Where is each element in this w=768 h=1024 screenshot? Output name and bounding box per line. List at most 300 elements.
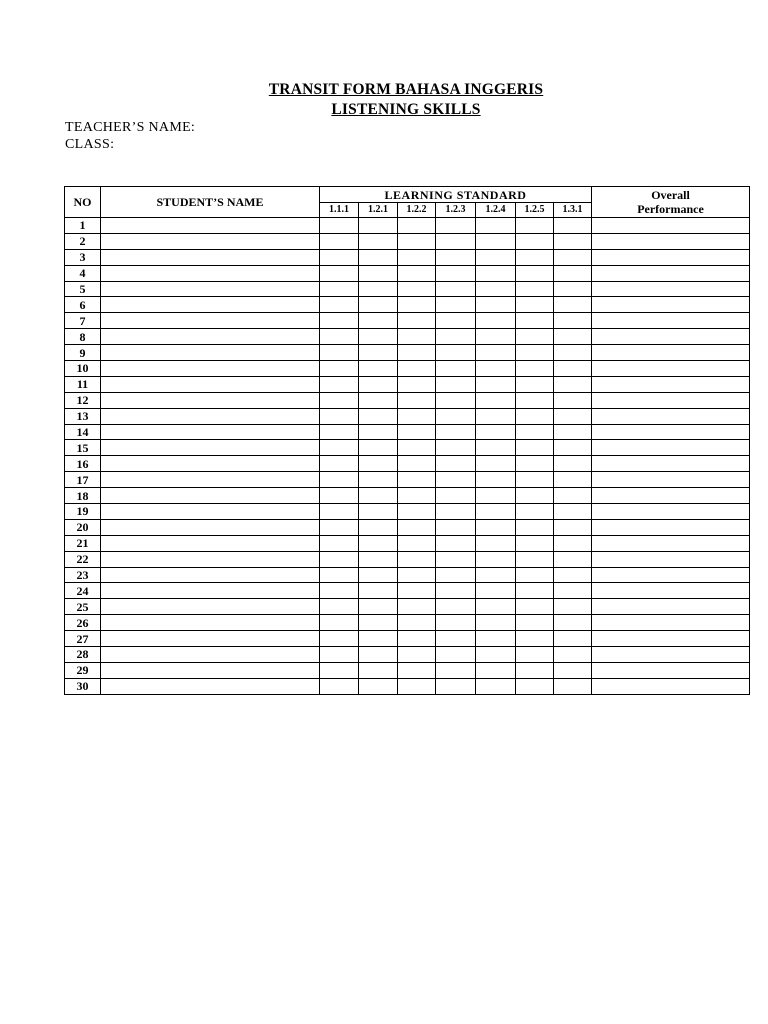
- form-meta: [65, 119, 195, 153]
- standard-score-cell[interactable]: [398, 313, 436, 329]
- standard-score-cell[interactable]: [320, 551, 359, 567]
- standard-score-cell[interactable]: [436, 599, 476, 615]
- student-name-cell[interactable]: [101, 424, 320, 440]
- standard-score-cell[interactable]: [516, 345, 554, 361]
- standard-score-cell[interactable]: [554, 662, 592, 678]
- standard-score-cell[interactable]: [398, 376, 436, 392]
- standard-score-cell[interactable]: [320, 281, 359, 297]
- standard-score-cell[interactable]: [516, 583, 554, 599]
- standard-score-cell[interactable]: [516, 233, 554, 249]
- row-number: 3: [65, 249, 101, 265]
- standard-score-cell[interactable]: [476, 233, 516, 249]
- overall-performance-cell[interactable]: [592, 662, 750, 678]
- standard-score-cell[interactable]: [516, 535, 554, 551]
- student-name-cell[interactable]: [101, 249, 320, 265]
- standard-score-cell[interactable]: [516, 567, 554, 583]
- overall-performance-cell[interactable]: [592, 440, 750, 456]
- standard-score-cell[interactable]: [359, 583, 398, 599]
- standard-code-header: 1.2.2: [398, 203, 436, 218]
- standard-score-cell[interactable]: [398, 583, 436, 599]
- standard-score-cell[interactable]: [398, 615, 436, 631]
- table-row: [65, 329, 750, 345]
- overall-performance-cell[interactable]: [592, 345, 750, 361]
- standard-score-cell[interactable]: [554, 265, 592, 281]
- table-row: [65, 535, 750, 551]
- standard-score-cell[interactable]: [359, 551, 398, 567]
- standard-score-cell[interactable]: [476, 551, 516, 567]
- standard-score-cell[interactable]: [398, 218, 436, 234]
- standard-score-cell[interactable]: [476, 615, 516, 631]
- student-name-cell[interactable]: [101, 519, 320, 535]
- student-name-cell[interactable]: [101, 440, 320, 456]
- standard-score-cell[interactable]: [320, 313, 359, 329]
- student-name-cell[interactable]: [101, 297, 320, 313]
- standard-score-cell[interactable]: [398, 488, 436, 504]
- standard-score-cell[interactable]: [436, 678, 476, 694]
- standard-score-cell[interactable]: [516, 615, 554, 631]
- standard-score-cell[interactable]: [554, 647, 592, 663]
- standard-score-cell[interactable]: [320, 392, 359, 408]
- table-row: [65, 631, 750, 647]
- student-name-cell[interactable]: [101, 662, 320, 678]
- standard-score-cell[interactable]: [398, 456, 436, 472]
- student-name-cell[interactable]: [101, 583, 320, 599]
- overall-performance-cell[interactable]: [592, 583, 750, 599]
- standard-score-cell[interactable]: [436, 631, 476, 647]
- standard-score-cell[interactable]: [436, 472, 476, 488]
- standard-score-cell[interactable]: [359, 504, 398, 520]
- overall-performance-cell[interactable]: [592, 599, 750, 615]
- standard-score-cell[interactable]: [554, 583, 592, 599]
- row-number: 24: [65, 583, 101, 599]
- table-row: [65, 313, 750, 329]
- overall-performance-cell[interactable]: [592, 329, 750, 345]
- standard-score-cell[interactable]: [476, 440, 516, 456]
- standard-score-cell[interactable]: [476, 297, 516, 313]
- overall-performance-cell[interactable]: [592, 392, 750, 408]
- standard-score-cell[interactable]: [359, 615, 398, 631]
- standard-score-cell[interactable]: [359, 313, 398, 329]
- standard-score-cell[interactable]: [320, 647, 359, 663]
- standard-score-cell[interactable]: [554, 249, 592, 265]
- student-name-cell[interactable]: [101, 281, 320, 297]
- standard-score-cell[interactable]: [516, 440, 554, 456]
- standard-score-cell[interactable]: [320, 456, 359, 472]
- overall-performance-cell[interactable]: [592, 631, 750, 647]
- standard-score-cell[interactable]: [436, 376, 476, 392]
- standard-score-cell[interactable]: [398, 281, 436, 297]
- standard-score-cell[interactable]: [436, 440, 476, 456]
- standard-score-cell[interactable]: [476, 535, 516, 551]
- standard-score-cell[interactable]: [398, 408, 436, 424]
- header-learning-standard: LEARNING STANDARD: [320, 187, 592, 203]
- overall-performance-cell[interactable]: [592, 678, 750, 694]
- standard-score-cell[interactable]: [359, 678, 398, 694]
- standard-score-cell[interactable]: [320, 488, 359, 504]
- student-name-cell[interactable]: [101, 345, 320, 361]
- overall-performance-cell[interactable]: [592, 488, 750, 504]
- standard-score-cell[interactable]: [436, 297, 476, 313]
- standard-score-cell[interactable]: [516, 456, 554, 472]
- standard-score-cell[interactable]: [554, 678, 592, 694]
- student-name-cell[interactable]: [101, 376, 320, 392]
- standard-score-cell[interactable]: [320, 218, 359, 234]
- student-name-cell[interactable]: [101, 233, 320, 249]
- standard-score-cell[interactable]: [476, 408, 516, 424]
- standard-score-cell[interactable]: [554, 504, 592, 520]
- standard-score-cell[interactable]: [516, 472, 554, 488]
- standard-score-cell[interactable]: [554, 551, 592, 567]
- standard-score-cell[interactable]: [516, 599, 554, 615]
- standard-score-cell[interactable]: [320, 233, 359, 249]
- standard-score-cell[interactable]: [516, 218, 554, 234]
- standard-score-cell[interactable]: [516, 265, 554, 281]
- standard-score-cell[interactable]: [476, 631, 516, 647]
- standard-score-cell[interactable]: [516, 647, 554, 663]
- header-student-name: STUDENT’S NAME: [101, 187, 320, 218]
- overall-performance-cell[interactable]: [592, 233, 750, 249]
- standard-score-cell[interactable]: [320, 504, 359, 520]
- standard-score-cell[interactable]: [516, 488, 554, 504]
- student-name-cell[interactable]: [101, 631, 320, 647]
- standard-score-cell[interactable]: [516, 408, 554, 424]
- standard-score-cell[interactable]: [436, 281, 476, 297]
- standard-score-cell[interactable]: [320, 297, 359, 313]
- standard-score-cell[interactable]: [359, 392, 398, 408]
- standard-score-cell[interactable]: [436, 504, 476, 520]
- overall-performance-cell[interactable]: [592, 567, 750, 583]
- overall-performance-cell[interactable]: [592, 376, 750, 392]
- standard-score-cell[interactable]: [476, 329, 516, 345]
- standard-score-cell[interactable]: [398, 329, 436, 345]
- standard-score-cell[interactable]: [398, 551, 436, 567]
- standard-score-cell[interactable]: [554, 313, 592, 329]
- standard-score-cell[interactable]: [320, 535, 359, 551]
- standard-score-cell[interactable]: [554, 281, 592, 297]
- standard-score-cell[interactable]: [554, 329, 592, 345]
- standard-score-cell[interactable]: [320, 519, 359, 535]
- standard-score-cell[interactable]: [398, 361, 436, 377]
- standard-score-cell[interactable]: [436, 583, 476, 599]
- standard-score-cell[interactable]: [359, 376, 398, 392]
- standard-score-cell[interactable]: [398, 297, 436, 313]
- standard-score-cell[interactable]: [359, 519, 398, 535]
- standard-score-cell[interactable]: [359, 567, 398, 583]
- student-name-cell[interactable]: [101, 535, 320, 551]
- standard-score-cell[interactable]: [476, 662, 516, 678]
- student-name-cell[interactable]: [101, 488, 320, 504]
- standard-score-cell[interactable]: [320, 408, 359, 424]
- standard-score-cell[interactable]: [554, 440, 592, 456]
- standard-score-cell[interactable]: [476, 249, 516, 265]
- standard-score-cell[interactable]: [436, 567, 476, 583]
- standard-code-header: 1.3.1: [554, 203, 592, 218]
- standard-score-cell[interactable]: [320, 345, 359, 361]
- student-name-cell[interactable]: [101, 599, 320, 615]
- table-row: [65, 424, 750, 440]
- table-row: [65, 488, 750, 504]
- student-name-cell[interactable]: [101, 678, 320, 694]
- standard-score-cell[interactable]: [398, 472, 436, 488]
- student-name-cell[interactable]: [101, 361, 320, 377]
- standard-score-cell[interactable]: [398, 249, 436, 265]
- standard-score-cell[interactable]: [516, 376, 554, 392]
- standard-score-cell[interactable]: [554, 345, 592, 361]
- table-row: [65, 599, 750, 615]
- standard-score-cell[interactable]: [554, 535, 592, 551]
- standard-score-cell[interactable]: [516, 424, 554, 440]
- student-name-cell[interactable]: [101, 472, 320, 488]
- standard-score-cell[interactable]: [516, 249, 554, 265]
- student-name-cell[interactable]: [101, 567, 320, 583]
- standard-score-cell[interactable]: [476, 376, 516, 392]
- standard-score-cell[interactable]: [476, 678, 516, 694]
- standard-score-cell[interactable]: [476, 265, 516, 281]
- standard-score-cell[interactable]: [398, 567, 436, 583]
- table-row: [65, 567, 750, 583]
- standard-score-cell[interactable]: [398, 631, 436, 647]
- standard-score-cell[interactable]: [554, 297, 592, 313]
- standard-score-cell[interactable]: [516, 551, 554, 567]
- standard-score-cell[interactable]: [476, 504, 516, 520]
- overall-performance-cell[interactable]: [592, 647, 750, 663]
- standard-score-cell[interactable]: [554, 424, 592, 440]
- standard-score-cell[interactable]: [436, 361, 476, 377]
- standard-score-cell[interactable]: [436, 233, 476, 249]
- standard-score-cell[interactable]: [359, 218, 398, 234]
- standard-score-cell[interactable]: [476, 218, 516, 234]
- student-name-cell[interactable]: [101, 456, 320, 472]
- overall-performance-cell[interactable]: [592, 504, 750, 520]
- overall-performance-cell[interactable]: [592, 218, 750, 234]
- standard-score-cell[interactable]: [359, 535, 398, 551]
- overall-performance-cell[interactable]: [592, 472, 750, 488]
- standard-score-cell[interactable]: [359, 265, 398, 281]
- row-number: 30: [65, 678, 101, 694]
- standard-score-cell[interactable]: [398, 535, 436, 551]
- standard-score-cell[interactable]: [476, 488, 516, 504]
- standard-score-cell[interactable]: [554, 361, 592, 377]
- overall-performance-cell[interactable]: [592, 281, 750, 297]
- standard-score-cell[interactable]: [359, 662, 398, 678]
- standard-score-cell[interactable]: [436, 329, 476, 345]
- student-name-cell[interactable]: [101, 218, 320, 234]
- standard-score-cell[interactable]: [436, 488, 476, 504]
- standard-score-cell[interactable]: [476, 392, 516, 408]
- standard-score-cell[interactable]: [320, 599, 359, 615]
- title-line-2: LISTENING SKILLS: [331, 101, 481, 118]
- standard-score-cell[interactable]: [516, 281, 554, 297]
- standard-score-cell[interactable]: [398, 440, 436, 456]
- standard-score-cell[interactable]: [359, 488, 398, 504]
- overall-performance-cell[interactable]: [592, 519, 750, 535]
- standard-score-cell[interactable]: [516, 392, 554, 408]
- overall-performance-cell[interactable]: [592, 361, 750, 377]
- standard-score-cell[interactable]: [554, 218, 592, 234]
- standard-score-cell[interactable]: [476, 567, 516, 583]
- standard-score-cell[interactable]: [554, 233, 592, 249]
- student-name-cell[interactable]: [101, 313, 320, 329]
- standard-score-cell[interactable]: [516, 519, 554, 535]
- standard-score-cell[interactable]: [436, 218, 476, 234]
- standard-score-cell[interactable]: [359, 249, 398, 265]
- standard-score-cell[interactable]: [359, 440, 398, 456]
- standard-score-cell[interactable]: [359, 329, 398, 345]
- standard-score-cell[interactable]: [554, 615, 592, 631]
- standard-score-cell[interactable]: [476, 647, 516, 663]
- standard-score-cell[interactable]: [320, 662, 359, 678]
- overall-performance-cell[interactable]: [592, 615, 750, 631]
- standard-score-cell[interactable]: [476, 599, 516, 615]
- standard-score-cell[interactable]: [320, 376, 359, 392]
- standard-score-cell[interactable]: [359, 424, 398, 440]
- table-row: [65, 361, 750, 377]
- overall-performance-cell[interactable]: [592, 456, 750, 472]
- standard-score-cell[interactable]: [554, 488, 592, 504]
- standard-score-cell[interactable]: [359, 233, 398, 249]
- standard-code-header: 1.2.5: [516, 203, 554, 218]
- standard-score-cell[interactable]: [398, 599, 436, 615]
- student-name-cell[interactable]: [101, 647, 320, 663]
- standard-score-cell[interactable]: [320, 472, 359, 488]
- standard-score-cell[interactable]: [398, 647, 436, 663]
- row-number: 17: [65, 472, 101, 488]
- standard-score-cell[interactable]: [554, 567, 592, 583]
- standard-score-cell[interactable]: [398, 519, 436, 535]
- student-name-cell[interactable]: [101, 551, 320, 567]
- student-name-cell[interactable]: [101, 265, 320, 281]
- standard-score-cell[interactable]: [436, 392, 476, 408]
- table-row: [65, 376, 750, 392]
- row-number: 1: [65, 218, 101, 234]
- standard-score-cell[interactable]: [516, 504, 554, 520]
- standard-score-cell[interactable]: [320, 615, 359, 631]
- standard-score-cell[interactable]: [516, 662, 554, 678]
- standard-score-cell[interactable]: [476, 456, 516, 472]
- student-name-cell[interactable]: [101, 392, 320, 408]
- standard-score-cell[interactable]: [554, 376, 592, 392]
- standard-score-cell[interactable]: [554, 456, 592, 472]
- table-row: [65, 281, 750, 297]
- standard-score-cell[interactable]: [398, 233, 436, 249]
- standard-score-cell[interactable]: [320, 440, 359, 456]
- standard-score-cell[interactable]: [320, 249, 359, 265]
- standard-score-cell[interactable]: [516, 631, 554, 647]
- standard-score-cell[interactable]: [554, 599, 592, 615]
- standard-score-cell[interactable]: [320, 631, 359, 647]
- standard-score-cell[interactable]: [436, 424, 476, 440]
- standard-score-cell[interactable]: [320, 361, 359, 377]
- standard-score-cell[interactable]: [554, 392, 592, 408]
- standard-score-cell[interactable]: [398, 678, 436, 694]
- overall-performance-cell[interactable]: [592, 551, 750, 567]
- standard-score-cell[interactable]: [516, 361, 554, 377]
- overall-performance-cell[interactable]: [592, 535, 750, 551]
- standard-score-cell[interactable]: [436, 615, 476, 631]
- standard-score-cell[interactable]: [359, 297, 398, 313]
- standard-score-cell[interactable]: [398, 504, 436, 520]
- standard-score-cell[interactable]: [359, 361, 398, 377]
- standard-score-cell[interactable]: [398, 265, 436, 281]
- standard-score-cell[interactable]: [516, 329, 554, 345]
- standard-score-cell[interactable]: [359, 631, 398, 647]
- standard-score-cell[interactable]: [320, 567, 359, 583]
- standard-score-cell[interactable]: [436, 456, 476, 472]
- table-row: [65, 392, 750, 408]
- standard-score-cell[interactable]: [436, 519, 476, 535]
- overall-performance-cell[interactable]: [592, 313, 750, 329]
- student-name-cell[interactable]: [101, 408, 320, 424]
- standard-score-cell[interactable]: [436, 345, 476, 361]
- row-number: 13: [65, 408, 101, 424]
- standard-score-cell[interactable]: [516, 678, 554, 694]
- standard-score-cell[interactable]: [516, 297, 554, 313]
- standard-code-header: 1.1.1: [320, 203, 359, 218]
- standard-score-cell[interactable]: [398, 662, 436, 678]
- standard-score-cell[interactable]: [359, 408, 398, 424]
- row-number: 11: [65, 376, 101, 392]
- student-name-cell[interactable]: [101, 329, 320, 345]
- standard-score-cell[interactable]: [320, 424, 359, 440]
- standard-score-cell[interactable]: [436, 249, 476, 265]
- overall-line-1: Overall: [651, 188, 690, 202]
- standard-score-cell[interactable]: [359, 456, 398, 472]
- row-number: 26: [65, 615, 101, 631]
- standard-score-cell[interactable]: [476, 583, 516, 599]
- standard-score-cell[interactable]: [476, 424, 516, 440]
- standard-score-cell[interactable]: [320, 329, 359, 345]
- overall-performance-cell[interactable]: [592, 408, 750, 424]
- standard-score-cell[interactable]: [359, 281, 398, 297]
- overall-performance-cell[interactable]: [592, 265, 750, 281]
- standard-score-cell[interactable]: [476, 281, 516, 297]
- student-name-cell[interactable]: [101, 504, 320, 520]
- standard-score-cell[interactable]: [436, 313, 476, 329]
- standard-score-cell[interactable]: [398, 392, 436, 408]
- standard-score-cell[interactable]: [398, 424, 436, 440]
- standard-score-cell[interactable]: [359, 599, 398, 615]
- standard-score-cell[interactable]: [516, 313, 554, 329]
- standard-score-cell[interactable]: [320, 583, 359, 599]
- standard-score-cell[interactable]: [476, 519, 516, 535]
- standard-score-cell[interactable]: [554, 519, 592, 535]
- standard-score-cell[interactable]: [436, 265, 476, 281]
- standard-score-cell[interactable]: [476, 472, 516, 488]
- standard-score-cell[interactable]: [436, 535, 476, 551]
- standard-score-cell[interactable]: [436, 408, 476, 424]
- standard-score-cell[interactable]: [359, 345, 398, 361]
- student-name-cell[interactable]: [101, 615, 320, 631]
- standard-score-cell[interactable]: [476, 361, 516, 377]
- standard-score-cell[interactable]: [476, 345, 516, 361]
- standard-score-cell[interactable]: [320, 265, 359, 281]
- overall-performance-cell[interactable]: [592, 424, 750, 440]
- standard-score-cell[interactable]: [554, 472, 592, 488]
- standard-score-cell[interactable]: [359, 472, 398, 488]
- standard-score-cell[interactable]: [436, 551, 476, 567]
- standard-score-cell[interactable]: [554, 408, 592, 424]
- standard-score-cell[interactable]: [436, 647, 476, 663]
- standard-score-cell[interactable]: [436, 662, 476, 678]
- standard-score-cell[interactable]: [476, 313, 516, 329]
- standard-score-cell[interactable]: [398, 345, 436, 361]
- standard-score-cell[interactable]: [554, 631, 592, 647]
- overall-performance-cell[interactable]: [592, 297, 750, 313]
- row-number: 8: [65, 329, 101, 345]
- standard-score-cell[interactable]: [320, 678, 359, 694]
- standard-score-cell[interactable]: [359, 647, 398, 663]
- overall-performance-cell[interactable]: [592, 249, 750, 265]
